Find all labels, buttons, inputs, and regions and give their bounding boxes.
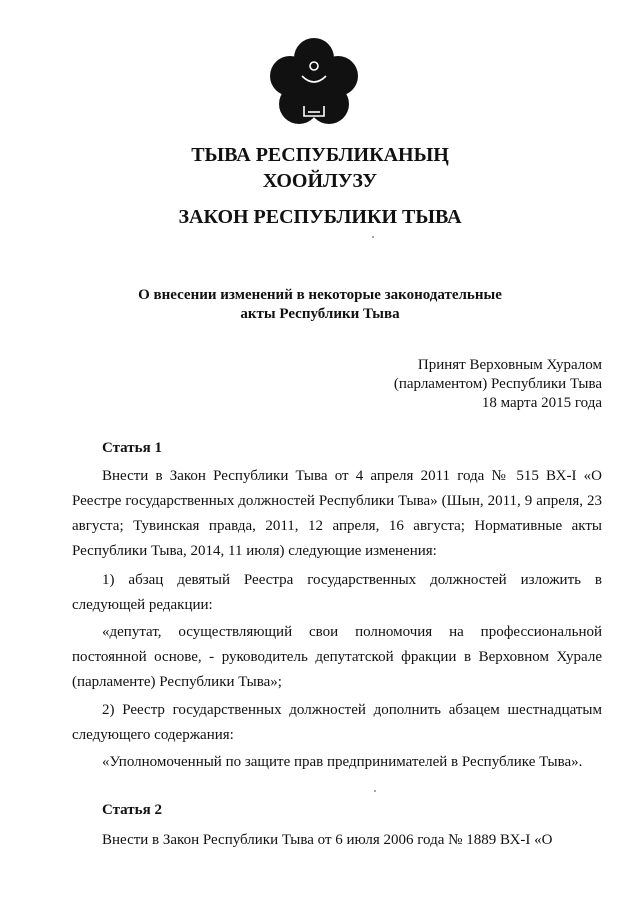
scan-speck — [372, 236, 374, 238]
adoption-date: 18 марта 2015 года — [481, 395, 602, 411]
article2-paragraph: Внести в Закон Республики Тыва от 6 июля 2006 года № 1889 ВХ-I «О — [102, 832, 553, 848]
article1-paragraph: Внести в Закон Республики Тыва от 4 апреля 2011 года № 515 ВХ-I «О Реестре государственных должностей Республики Тыва» (Шын, 2011, 9 апреля, 23 августа; Тувинская правда, 2011, 12 апреля, 16 августа; Нормативные акты Республики Тыва, 2014, 11 июля) следующие изменения: — [72, 468, 602, 559]
law-subject-line2: акты Республики Тыва — [240, 306, 400, 322]
adoption-block — [394, 356, 602, 413]
law-subject — [0, 286, 640, 324]
article2-heading: Статья 2 — [102, 802, 162, 818]
tuva-emblem-icon — [268, 36, 360, 128]
article1-paragraph: 1) абзац девятый Реестра государственных должностей изложить в следующей редакции: — [72, 572, 602, 613]
title-tuvan-line2: ХООЙЛУЗУ — [262, 170, 378, 192]
adoption-line1: Принят Верховным Хуралом — [417, 357, 602, 373]
article1-heading: Статья 1 — [102, 440, 162, 456]
adoption-line2: (парламентом) Республики Тыва — [393, 376, 602, 392]
article1-paragraph: 2) Реестр государственных должностей дополнить абзацем шестнадцатым следующего содержания: — [72, 702, 602, 743]
law-subject-line1: О внесении изменений в некоторые законодательные — [138, 287, 502, 303]
law-title: ЗАКОН РЕСПУБЛИКИ ТЫВА — [178, 206, 462, 228]
article1-paragraph: «Уполномоченный по защите прав предпринимателей в Республике Тыва». — [102, 754, 583, 770]
scan-speck — [374, 790, 376, 792]
article1-paragraph: «депутат, осуществляющий свои полномочия на профессиональной постоянной основе, - руководитель депутатской фракции в Верховном Хурале (парламенте) Республики Тыва»; — [72, 624, 602, 690]
title-tuvan-line1: ТЫВА РЕСПУБЛИКАНЫҢ — [191, 144, 449, 166]
